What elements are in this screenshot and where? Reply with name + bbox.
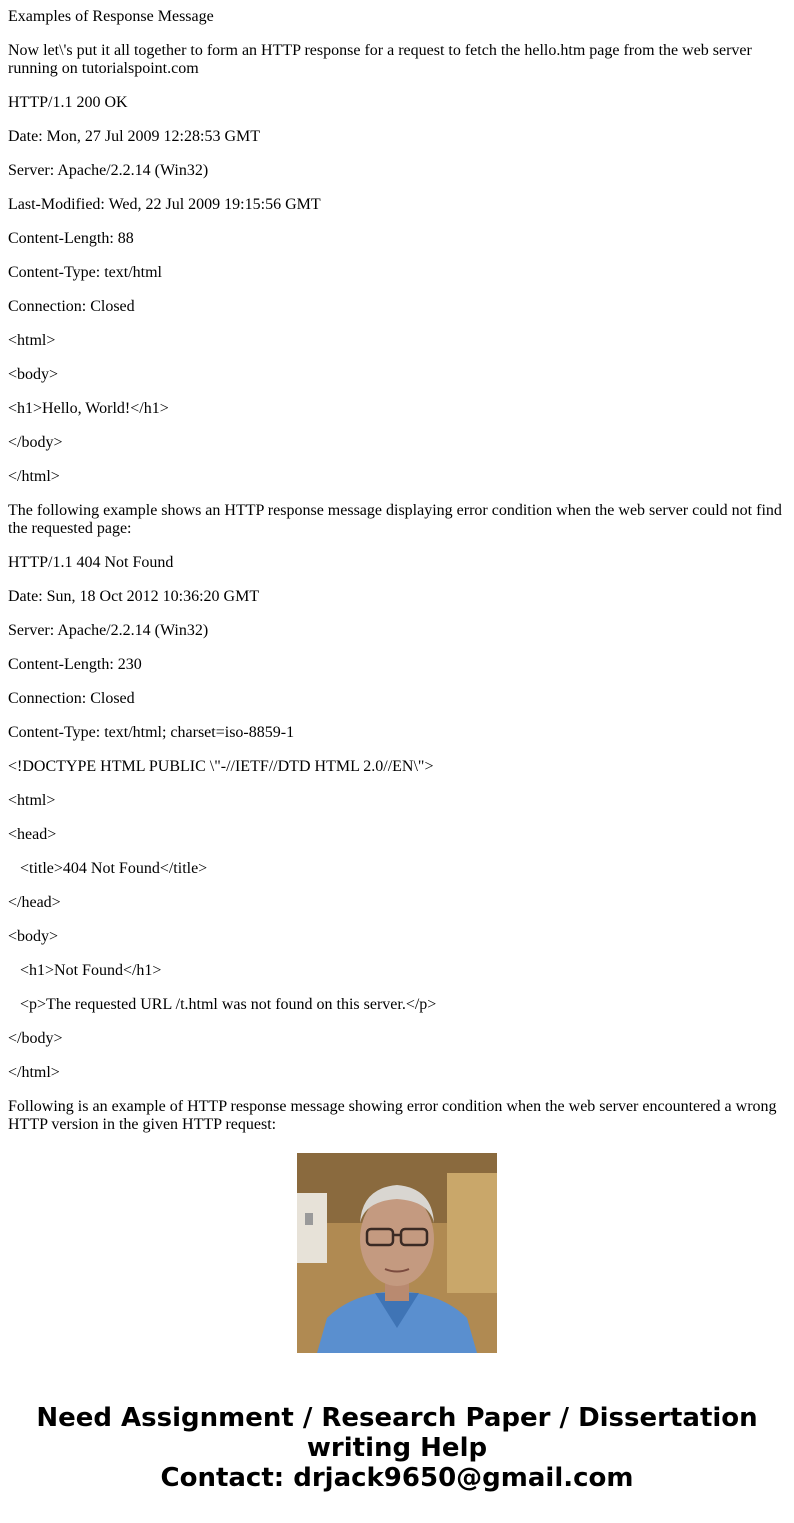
header-connection-1: Connection: Closed: [8, 298, 135, 315]
avatar: [297, 1153, 497, 1353]
promo-line-1: Need Assignment / Research Paper / Dissertation: [36, 1403, 758, 1433]
document-content: [8, 0, 786, 1133]
final-paragraph: Following is an example of HTTP response message showing error condition when the web server encountered a wrong HTTP version in the given HTTP request:: [8, 1098, 777, 1133]
header-server-2: Server: Apache/2.2.14 (Win32): [8, 622, 209, 639]
code-line-body-close-2: </body>: [8, 1030, 63, 1047]
code-line-p: <p>The requested URL /t.html was not found on this server.</p>: [20, 996, 437, 1013]
code-line-title: <title>404 Not Found</title>: [20, 860, 208, 877]
header-server-1: Server: Apache/2.2.14 (Win32): [8, 162, 209, 179]
header-date-1: Date: Mon, 27 Jul 2009 12:28:53 GMT: [8, 128, 260, 145]
error-intro-paragraph: The following example shows an HTTP response message displaying error condition when the web server could not find the requested page:: [8, 502, 782, 537]
code-line-body-open-1: <body>: [8, 366, 59, 383]
promo-line-2: writing Help: [306, 1433, 488, 1463]
document-title: Examples of Response Message: [8, 8, 214, 25]
code-line-html-close-1: </html>: [8, 468, 60, 485]
code-line-html-open-1: <html>: [8, 332, 56, 349]
promo-section: [0, 1121, 794, 1523]
code-line-h1-2: <h1>Not Found</h1>: [20, 962, 162, 979]
header-last-modified: Last-Modified: Wed, 22 Jul 2009 19:15:56 GMT: [8, 196, 321, 213]
code-line-body-open-2: <body>: [8, 928, 59, 945]
header-content-type-2: Content-Type: text/html; charset=iso-8859-1: [8, 724, 295, 741]
header-connection-2: Connection: Closed: [8, 690, 135, 707]
code-line-doctype: <!DOCTYPE HTML PUBLIC \"-//IETF//DTD HTML 2.0//EN\">: [8, 758, 434, 775]
header-content-length-1: Content-Length: 88: [8, 230, 134, 247]
status-line-404: HTTP/1.1 404 Not Found: [8, 554, 174, 571]
status-line-200: HTTP/1.1 200 OK: [8, 94, 128, 111]
header-content-type-1: Content-Type: text/html: [8, 264, 162, 281]
code-line-h1-1: <h1>Hello, World!</h1>: [8, 400, 169, 417]
code-line-html-open-2: <html>: [8, 792, 56, 809]
promo-contact: Contact: drjack9650@gmail.com: [160, 1463, 634, 1493]
code-line-body-close-1: </body>: [8, 434, 63, 451]
header-date-2: Date: Sun, 18 Oct 2012 10:36:20 GMT: [8, 588, 260, 605]
intro-paragraph: Now let\'s put it all together to form an HTTP response for a request to fetch the hello.htm page from the web server running on tutorialspoint.com: [8, 42, 752, 77]
header-content-length-2: Content-Length: 230: [8, 656, 142, 673]
promo-text: [0, 1403, 794, 1493]
code-line-html-close-2: </html>: [8, 1064, 60, 1081]
code-line-head-open: <head>: [8, 826, 57, 843]
code-line-head-close: </head>: [8, 894, 61, 911]
